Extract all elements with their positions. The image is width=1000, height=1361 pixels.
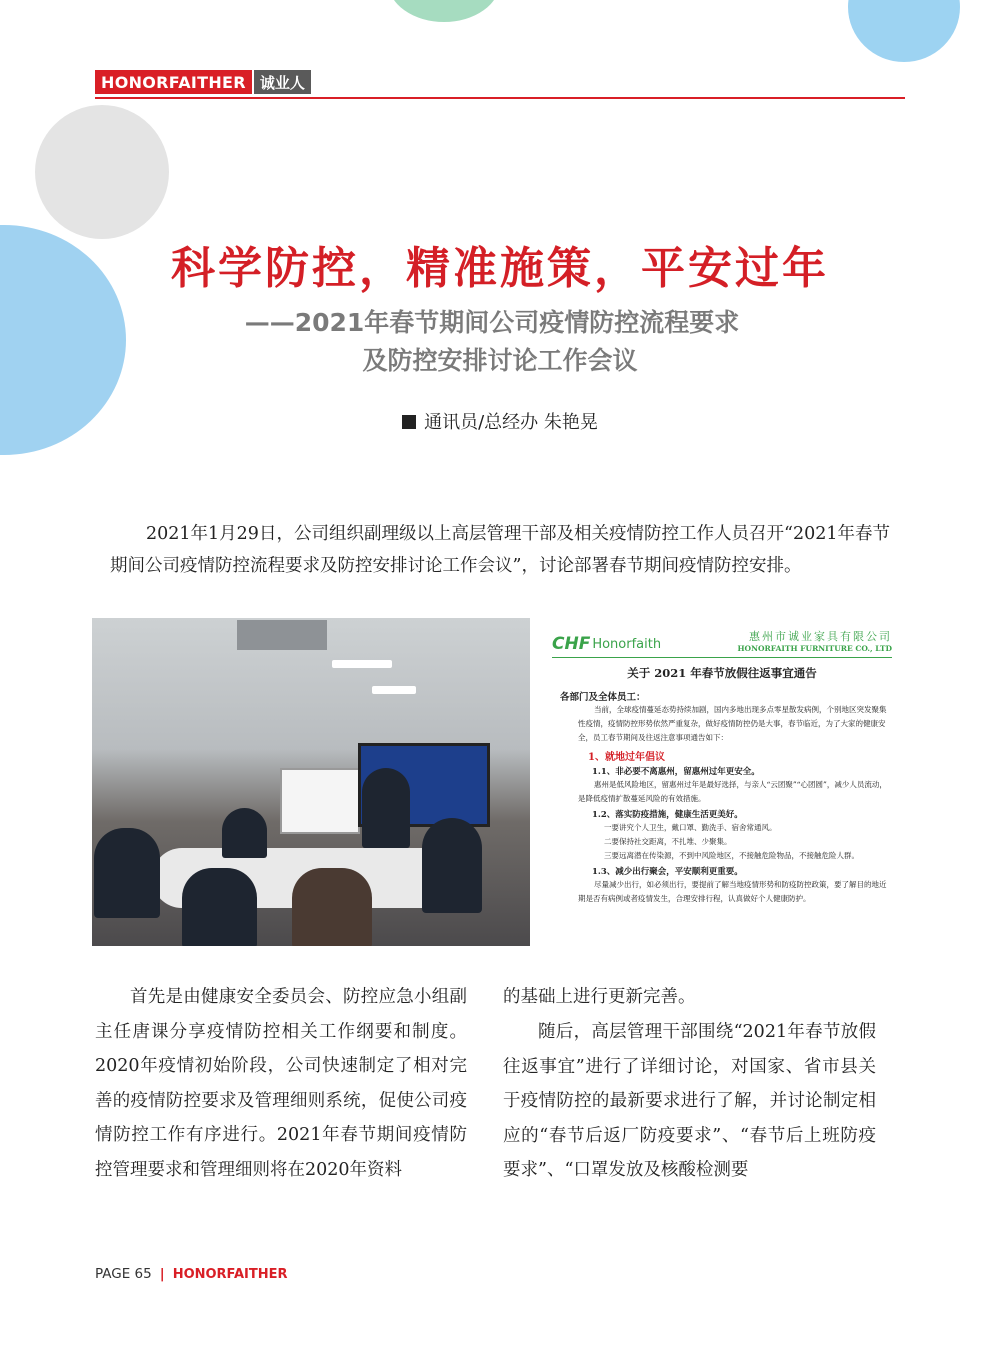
footer-brand: HONORFAITHER [172,1266,288,1282]
notice-item-text: 惠州是低风险地区，留惠州过年是最好选择，与亲人“云团聚”“心团圆”，减少人员流动，是降低疫情扩散蔓延风险的有效措施。 [578,780,887,803]
magazine-header [95,70,311,94]
logo-text: Honorfaith [592,636,662,652]
header-divider [95,97,905,99]
author-text: 通讯员/总经办 朱艳晃 [424,412,598,433]
decor-circle-blue-top [848,0,960,62]
company-name-en: HONORFAITH FURNITURE CO., LTD [737,644,892,653]
meeting-photo [92,618,530,946]
decor-circle-gray [35,105,169,239]
body-column-left: 首先是由健康安全委员会、防控应急小组副主任唐课分享疫情防控相关工作纲要和制度。2020年疫情初始阶段，公司快速制定了相对完善的疫情防控要求及管理细则系统，促使公司疫情防控工作有序进行。2021年春节期间疫情防控管理要求和管理细则将在2020年资料 [95,987,467,1180]
footer-separator: | [159,1266,165,1282]
company-name-cn: 惠州市诚业家具有限公司 [749,630,892,643]
company-logo [552,634,661,654]
body-column-right-continuation: 的基础上进行更新完善。 [503,987,696,1007]
attendee [292,868,372,946]
attendee [222,808,267,858]
notice-item-text: 尽量减少出行，如必须出行，要提前了解当地疫情形势和防疫防控政策，要了解目的地近期是否有病例或者疫情发生，合理安排行程，认真做好个人健康防护。 [578,880,887,903]
notice-section-heading: 1、就地过年倡议 [588,752,665,763]
article-title: 科学防控，精准施策，平安过年 [171,243,829,294]
ceiling-light [332,660,392,668]
decor-circle-green [388,0,500,22]
header-brand-en: HONORFAITHER [95,70,252,94]
article-byline [0,408,1000,434]
presenter [362,768,410,848]
article-subtitle-line2: 及防控安排讨论工作会议 [362,346,638,375]
notice-title: 关于 2021 年春节放假往返事宜通告 [627,666,817,680]
ceiling-light [372,686,416,694]
page-footer [95,1266,288,1282]
notice-list-item: 一要讲究个人卫生，戴口罩、勤洗手、宿舍常通风。 [604,823,777,832]
notice-document-image [552,628,892,940]
notice-item-heading: 1.3、减少出行聚会，平安顺利更重要。 [592,867,743,877]
page-number: PAGE 65 [95,1266,152,1282]
article-subtitle-line1: ——2021年春节期间公司疫情防控流程要求 [244,308,740,337]
notice-item-heading: 1.1、非必要不离惠州，留惠州过年更安全。 [592,767,760,777]
ceiling-vent [237,620,327,650]
body-column-right: 随后，高层管理干部围绕“2021年春节放假往返事宜”进行了详细讨论，对国家、省市县关于疫情防控的最新要求进行了解，并讨论制定相应的“春节后返厂防疫要求”、“春节后上班防疫要求”、“口罩发放及核酸检测要 [503,1022,876,1180]
intro-paragraph: 2021年1月29日，公司组织副理级以上高层管理干部及相关疫情防控工作人员召开“2021年春节期间公司疫情防控流程要求及防控安排讨论工作会议”，讨论部署春节期间疫情防控安排。 [110,524,890,576]
header-brand-cn: 诚业人 [254,70,311,94]
logo-mark: CHF [552,634,591,654]
square-bullet-icon [402,415,416,429]
whiteboard [280,768,360,834]
attendee [182,868,257,946]
company-name [737,628,892,653]
attendee [94,828,160,918]
attendee [422,818,482,913]
notice-greeting: 各部门及全体员工： [560,692,646,703]
notice-list-item: 三要远离潜在传染源，不到中风险地区，不接触危险物品，不接触危险人群。 [604,851,859,860]
notice-letterhead [552,628,892,658]
notice-list-item: 二要保持社交距离，不扎堆、少聚集。 [604,837,732,846]
notice-item-heading: 1.2、落实防疫措施，健康生活更美好。 [592,810,743,820]
notice-paragraph: 当前，全球疫情蔓延态势持续加剧，国内多地出现多点零星散发病例，个别地区突发聚集性疫情，疫情防控形势依然严重复杂，做好疫情防控仍是大事，春节临近，为了大家的健康安全，员工春节期间及往返注意事项通告如下： [578,705,887,742]
